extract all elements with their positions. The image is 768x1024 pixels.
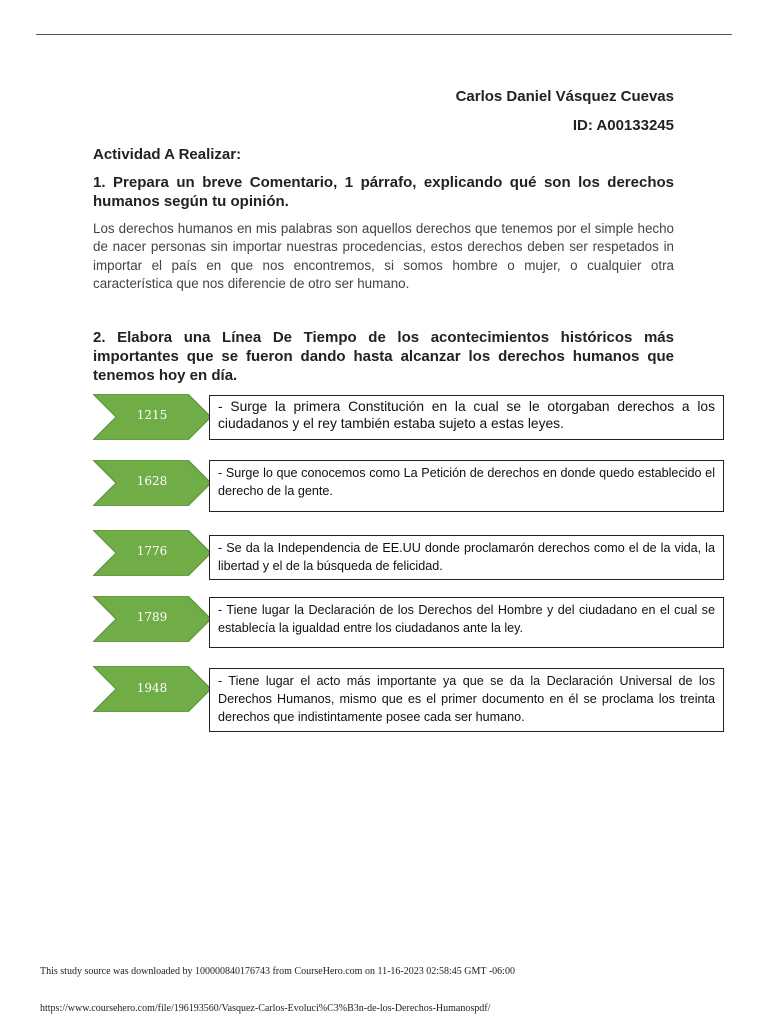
activity-title: Actividad A Realizar:	[93, 146, 242, 163]
timeline-description: - Se da la Independencia de EE.UU donde proclamarón derechos como el de la vida, la libertad y el de la búsqueda de felicidad.	[218, 541, 715, 573]
timeline-description-box	[209, 597, 724, 648]
timeline-item	[93, 666, 726, 732]
timeline-item	[93, 460, 726, 512]
timeline-description: - Tiene lugar el acto más importante ya que se da la Declaración Universal de los Derechos Humanos, mismo que es el primer documento en él se proclama los treinta derechos que indistintamente posee cada ser humano.	[218, 674, 715, 724]
download-note: This study source was downloaded by 100000840176743 from CourseHero.com on 11-16-2023 02:58:45 GMT -06:00	[40, 966, 515, 977]
author-name: Carlos Daniel Vásquez Cuevas	[455, 88, 674, 105]
question-2: 2. Elabora una Línea De Tiempo de los acontecimientos históricos más importantes que se fueron dando hasta alcanzar los derechos humanos que tenemos hoy en día.	[93, 329, 674, 384]
timeline-description-box	[209, 668, 724, 732]
timeline-item	[93, 596, 726, 648]
timeline-item	[93, 530, 726, 580]
timeline-description: - Tiene lugar la Declaración de los Derechos del Hombre y del ciudadano en el cual se establecía la igualdad entre los ciudadanos ante la ley.	[218, 603, 715, 635]
top-rule	[36, 34, 732, 35]
question-1: 1. Prepara un breve Comentario, 1 párrafo, explicando qué son los derechos humanos según tu opinión.	[93, 174, 674, 210]
timeline-description-box	[209, 460, 724, 512]
timeline-description: - Surge lo que conocemos como La Petición de derechos en donde quedo establecido el derecho de la gente.	[218, 466, 715, 498]
timeline-year: 1628	[136, 474, 168, 488]
timeline-year: 1776	[136, 544, 168, 558]
timeline-year: 1789	[136, 610, 168, 624]
timeline-year: 1215	[136, 408, 168, 422]
timeline-year: 1948	[136, 681, 168, 695]
timeline-item	[93, 394, 726, 440]
timeline-description: - Surge la primera Constitución en la cual se le otorgaban derechos a los ciudadanos y el rey también estaba sujeto a estas leyes.	[218, 399, 715, 431]
student-id: ID: A00133245	[572, 117, 674, 134]
timeline-description-box	[209, 535, 724, 580]
source-url[interactable]: https://www.coursehero.com/file/196193560/Vasquez-Carlos-Evoluci%C3%B3n-de-los-Derechos-Humanospdf/	[40, 1003, 491, 1014]
timeline-description-box	[209, 395, 724, 440]
answer-1: Los derechos humanos en mis palabras son aquellos derechos que tenemos por el simple hecho de nacer personas sin importar nuestras procedencias, estos derechos deben ser respetados in importar el país en que nos encontremos, si somos hombre o mujer, o cualquier otra característica que nos diferencie de otro ser humano.	[93, 221, 674, 292]
